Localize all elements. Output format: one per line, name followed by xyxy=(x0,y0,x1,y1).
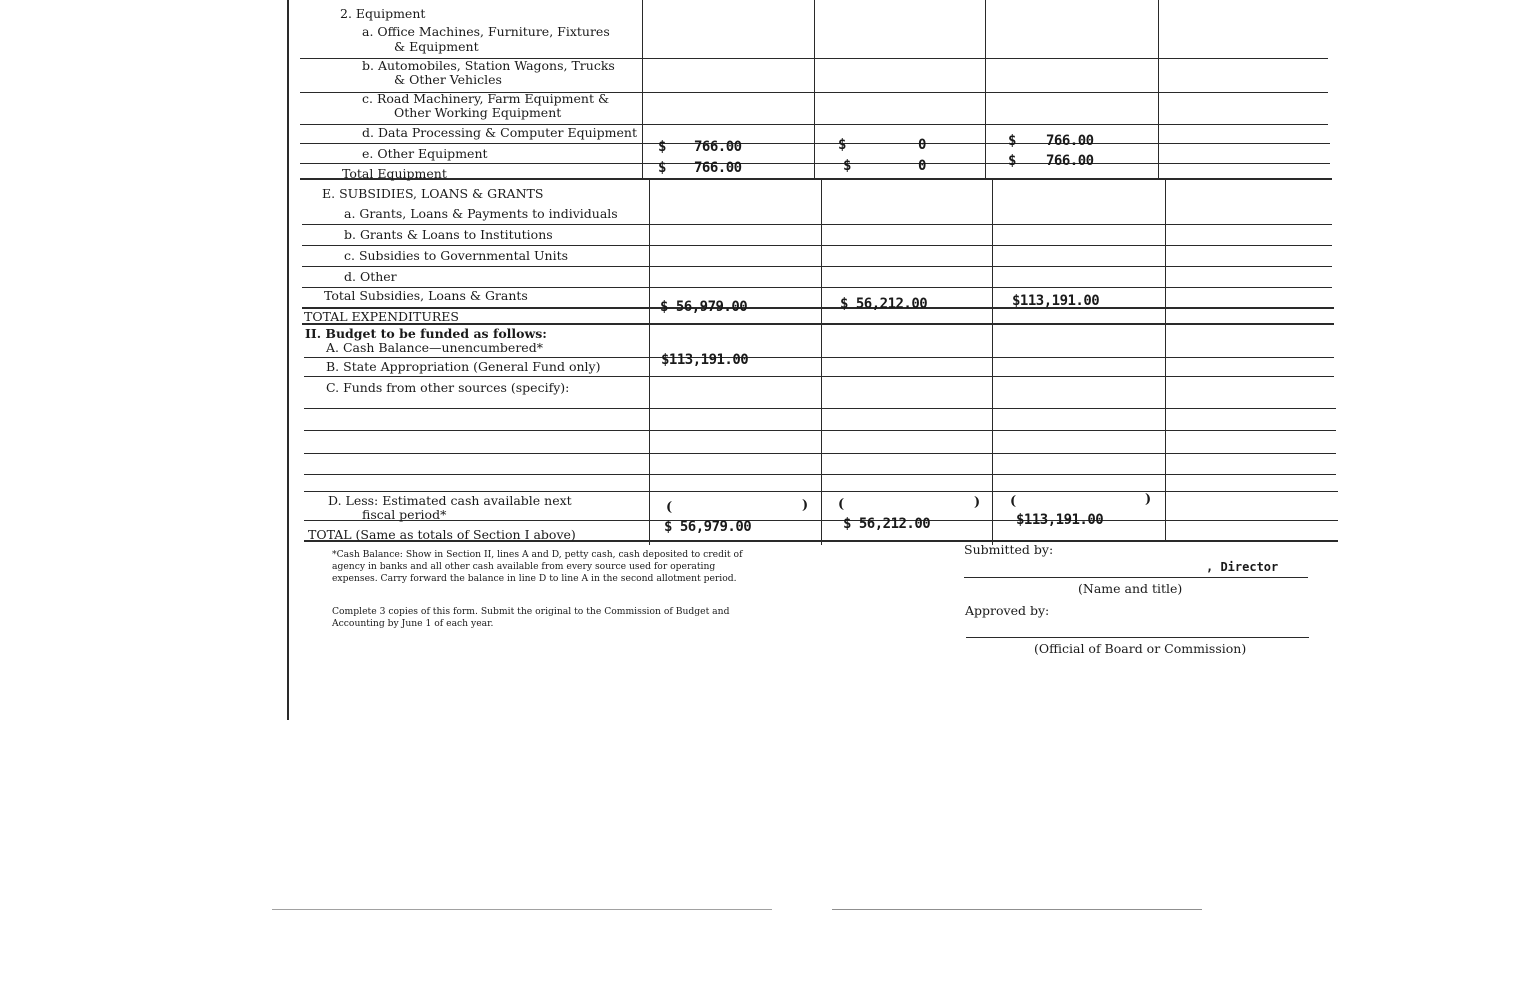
total-col1: $ 56,979.00 xyxy=(664,519,752,535)
other-equipment-col2-value: 0 xyxy=(918,137,926,153)
other-label: d. Other xyxy=(344,269,397,284)
rule xyxy=(300,143,1330,144)
other-equipment-col3-value: 766.00 xyxy=(1046,133,1094,149)
office-machines-label-cont: & Equipment xyxy=(394,39,479,54)
scan-edge-right xyxy=(832,909,1202,910)
cash-balance-footnote: *Cash Balance: Show in Section II, lines A and D, petty cash, cash deposited to credit of agency in banks and all other cash available from every source used for operating expenses. Carry forward the balance in line D to line A in the second allotment period. xyxy=(332,549,743,584)
total-equipment-col3-value: 766.00 xyxy=(1046,153,1094,169)
automobiles-label-cont: & Other Vehicles xyxy=(394,72,502,87)
cash-balance-label: A. Cash Balance—unencumbered* xyxy=(326,340,543,355)
less-estimated-label-cont: fiscal period* xyxy=(362,507,447,522)
rule-double xyxy=(300,178,1332,180)
subsidies-gov-label: c. Subsidies to Governmental Units xyxy=(344,248,569,263)
rule xyxy=(304,474,1336,475)
other-equipment-col3-dollar: $ xyxy=(1008,133,1016,149)
total-expenditures-col1: $ 56,979.00 xyxy=(660,299,748,315)
total-col3: $113,191.00 xyxy=(1016,512,1104,528)
rule xyxy=(300,163,1330,164)
signature-line-submitted xyxy=(964,577,1308,578)
approved-by-label: Approved by: xyxy=(965,603,1050,618)
column-line-3 xyxy=(985,0,986,180)
rule xyxy=(302,266,1332,267)
total-expenditures-col3: $113,191.00 xyxy=(1012,293,1100,309)
rule xyxy=(304,376,1334,377)
column-line-4 xyxy=(1158,0,1159,180)
submitted-by-label: Submitted by: xyxy=(964,542,1054,557)
less-col1-close-paren: ) xyxy=(802,498,809,513)
total-same-label: TOTAL (Same as totals of Section I above) xyxy=(308,527,576,542)
rule xyxy=(304,453,1336,454)
state-appropriation-value: $113,191.00 xyxy=(661,352,749,368)
less-col2-close-paren: ) xyxy=(974,495,981,510)
less-col3-open-paren: ( xyxy=(1010,494,1017,509)
automobiles-label: b. Automobiles, Station Wagons, Trucks xyxy=(362,58,615,73)
total-equipment-col3-dollar: $ xyxy=(1008,153,1016,169)
less-col2-open-paren: ( xyxy=(838,497,845,512)
rule xyxy=(304,520,1338,521)
name-title-label: (Name and title) xyxy=(1078,581,1183,596)
office-machines-label: a. Office Machines, Furniture, Fixtures xyxy=(362,24,610,39)
grants-individuals-label: a. Grants, Loans & Payments to individuals xyxy=(344,206,618,221)
grants-institutions-label: b. Grants & Loans to Institutions xyxy=(344,227,553,242)
equipment-header: 2. Equipment xyxy=(340,6,426,21)
column-line-4b xyxy=(1165,180,1166,540)
other-equipment-col1-value: 766.00 xyxy=(694,139,742,155)
total-equipment-label: Total Equipment xyxy=(342,166,447,181)
data-processing-label: d. Data Processing & Computer Equipment xyxy=(362,125,637,140)
other-sources-label: C. Funds from other sources (specify): xyxy=(326,380,570,395)
total-subsidies-label: Total Subsidies, Loans & Grants xyxy=(324,288,528,303)
total-equipment-col2-dollar: $ xyxy=(843,158,851,174)
subsidies-header: E. SUBSIDIES, LOANS & GRANTS xyxy=(322,186,544,201)
signature-line-approved xyxy=(966,637,1309,638)
rule xyxy=(304,357,1334,358)
rule xyxy=(304,408,1336,409)
rule xyxy=(302,224,1332,225)
road-machinery-label-cont: Other Working Equipment xyxy=(394,105,562,120)
total-col2: $ 56,212.00 xyxy=(843,516,931,532)
instructions-footnote: Complete 3 copies of this form. Submit the original to the Commission of Budget and Accounting by June 1 of each year. xyxy=(332,606,730,629)
director-title: , Director xyxy=(1206,560,1279,574)
column-line-2 xyxy=(814,0,815,180)
less-col3-close-paren: ) xyxy=(1145,492,1152,507)
official-label: (Official of Board or Commission) xyxy=(1034,641,1247,656)
rule xyxy=(304,430,1336,431)
rule xyxy=(302,245,1332,246)
scan-edge-left xyxy=(272,909,772,910)
other-equipment-label: e. Other Equipment xyxy=(362,146,488,161)
rule xyxy=(304,491,1338,492)
column-line-1 xyxy=(642,0,643,180)
margin-line xyxy=(287,0,289,720)
less-estimated-label: D. Less: Estimated cash available next xyxy=(328,493,572,508)
other-equipment-col2-dollar: $ xyxy=(838,137,846,153)
road-machinery-label: c. Road Machinery, Farm Equipment & xyxy=(362,91,610,106)
total-equipment-col1-value: 766.00 xyxy=(694,160,742,176)
other-equipment-col1-dollar: $ xyxy=(658,139,666,155)
less-col1-open-paren: ( xyxy=(666,500,673,515)
total-expenditures-label: TOTAL EXPENDITURES xyxy=(304,309,459,324)
total-expenditures-col2: $ 56,212.00 xyxy=(840,296,928,312)
total-equipment-col2-value: 0 xyxy=(918,158,926,174)
total-equipment-col1-dollar: $ xyxy=(658,160,666,176)
funded-header: II. Budget to be funded as follows: xyxy=(305,326,547,341)
state-appropriation-label: B. State Appropriation (General Fund only) xyxy=(326,359,601,374)
